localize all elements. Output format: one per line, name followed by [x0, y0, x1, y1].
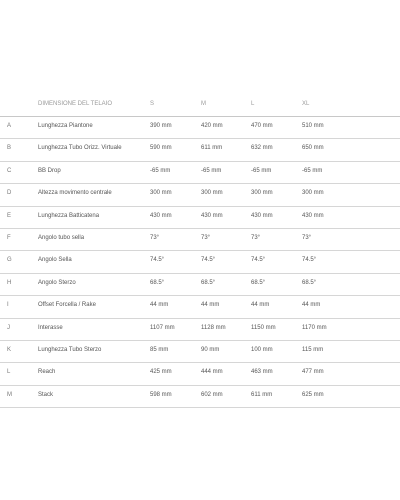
value-xl: 650 mm — [302, 145, 324, 152]
row-letter: C — [7, 167, 12, 174]
table-row — [0, 319, 400, 341]
header-size-m: M — [201, 101, 206, 107]
value-s: 73° — [150, 234, 160, 241]
row-letter: E — [7, 212, 12, 219]
value-xl: 115 mm — [302, 346, 324, 353]
value-xl: 625 mm — [302, 391, 324, 398]
row-letter: H — [7, 279, 12, 286]
table-row — [0, 139, 400, 161]
row-letter: K — [7, 346, 12, 353]
value-l: 100 mm — [251, 346, 273, 353]
table-row — [0, 341, 400, 363]
value-l: 68.5° — [251, 279, 266, 286]
row-label: Stack — [38, 391, 54, 398]
value-s: 1107 mm — [150, 324, 175, 331]
value-xl: 300 mm — [302, 190, 324, 197]
table-row — [0, 251, 400, 273]
row-label: Lunghezza Batticatena — [38, 212, 100, 219]
value-xl: 74.5° — [302, 257, 317, 264]
row-letter: M — [7, 391, 12, 398]
table-row — [0, 117, 400, 139]
table-row — [0, 229, 400, 251]
value-m: 90 mm — [201, 346, 220, 353]
row-letter: J — [7, 324, 10, 331]
row-label: Altezza movimento centrale — [38, 190, 112, 197]
value-l: 430 mm — [251, 212, 273, 219]
value-s: 590 mm — [150, 145, 172, 152]
table-header-row — [0, 95, 400, 117]
value-s: 85 mm — [150, 346, 169, 353]
value-m: 1128 mm — [201, 324, 226, 331]
geometry-table — [0, 95, 400, 408]
value-xl: 68.5° — [302, 279, 317, 286]
row-letter: A — [7, 123, 12, 129]
header-size-s: S — [150, 101, 155, 107]
value-l: 463 mm — [251, 369, 273, 376]
row-label: Lunghezza Piantone — [38, 123, 93, 129]
table-row — [0, 184, 400, 206]
value-l: 470 mm — [251, 123, 273, 129]
table-row — [0, 386, 400, 408]
value-s: -65 mm — [150, 167, 171, 174]
header-size-l: L — [251, 101, 255, 107]
table-row — [0, 296, 400, 318]
value-m: 44 mm — [201, 302, 220, 309]
row-label: Offset Forcella / Rake — [38, 302, 96, 309]
value-m: 611 mm — [201, 145, 223, 152]
value-xl: 73° — [302, 234, 312, 241]
value-l: 1150 mm — [251, 324, 276, 331]
table-row — [0, 162, 400, 184]
table-row — [0, 363, 400, 385]
value-m: 602 mm — [201, 391, 223, 398]
value-xl: 430 mm — [302, 212, 324, 219]
row-label: Angolo tubo sella — [38, 234, 85, 241]
row-label: Reach — [38, 369, 56, 376]
value-m: 73° — [201, 234, 211, 241]
row-letter: F — [7, 234, 11, 241]
value-l: 74.5° — [251, 257, 266, 264]
row-label: Angolo Sterzo — [38, 279, 76, 286]
value-l: 73° — [251, 234, 261, 241]
value-s: 390 mm — [150, 123, 172, 129]
value-xl: 510 mm — [302, 123, 324, 129]
value-s: 74.5° — [150, 257, 165, 264]
value-s: 68.5° — [150, 279, 165, 286]
value-m: 74.5° — [201, 257, 216, 264]
value-l: -65 mm — [251, 167, 272, 174]
value-xl: 477 mm — [302, 369, 324, 376]
value-m: 68.5° — [201, 279, 216, 286]
row-letter: B — [7, 145, 12, 152]
row-letter: I — [7, 302, 9, 309]
value-xl: 1170 mm — [302, 324, 327, 331]
value-l: 632 mm — [251, 145, 273, 152]
row-letter: D — [7, 190, 12, 197]
row-label: BB Drop — [38, 167, 61, 174]
row-letter: G — [7, 257, 12, 264]
value-l: 300 mm — [251, 190, 273, 197]
value-s: 300 mm — [150, 190, 172, 197]
value-s: 44 mm — [150, 302, 169, 309]
value-s: 598 mm — [150, 391, 172, 398]
header-frame-size-label: DIMENSIONE DEL TELAIO — [38, 101, 113, 107]
row-letter: L — [7, 369, 11, 376]
value-m: -65 mm — [201, 167, 222, 174]
row-label: Interasse — [38, 324, 63, 331]
value-m: 420 mm — [201, 123, 223, 129]
value-m: 300 mm — [201, 190, 223, 197]
value-m: 444 mm — [201, 369, 223, 376]
header-size-xl: XL — [302, 101, 310, 107]
row-label: Angolo Sella — [38, 257, 72, 264]
value-l: 44 mm — [251, 302, 270, 309]
row-label: Lunghezza Tubo Sterzo — [38, 346, 102, 353]
value-s: 430 mm — [150, 212, 172, 219]
value-xl: 44 mm — [302, 302, 321, 309]
value-m: 430 mm — [201, 212, 223, 219]
value-s: 425 mm — [150, 369, 172, 376]
value-xl: -65 mm — [302, 167, 323, 174]
value-l: 611 mm — [251, 391, 273, 398]
table-row — [0, 274, 400, 296]
row-label: Lunghezza Tubo Orizz. Virtuale — [38, 145, 122, 152]
table-row — [0, 207, 400, 229]
